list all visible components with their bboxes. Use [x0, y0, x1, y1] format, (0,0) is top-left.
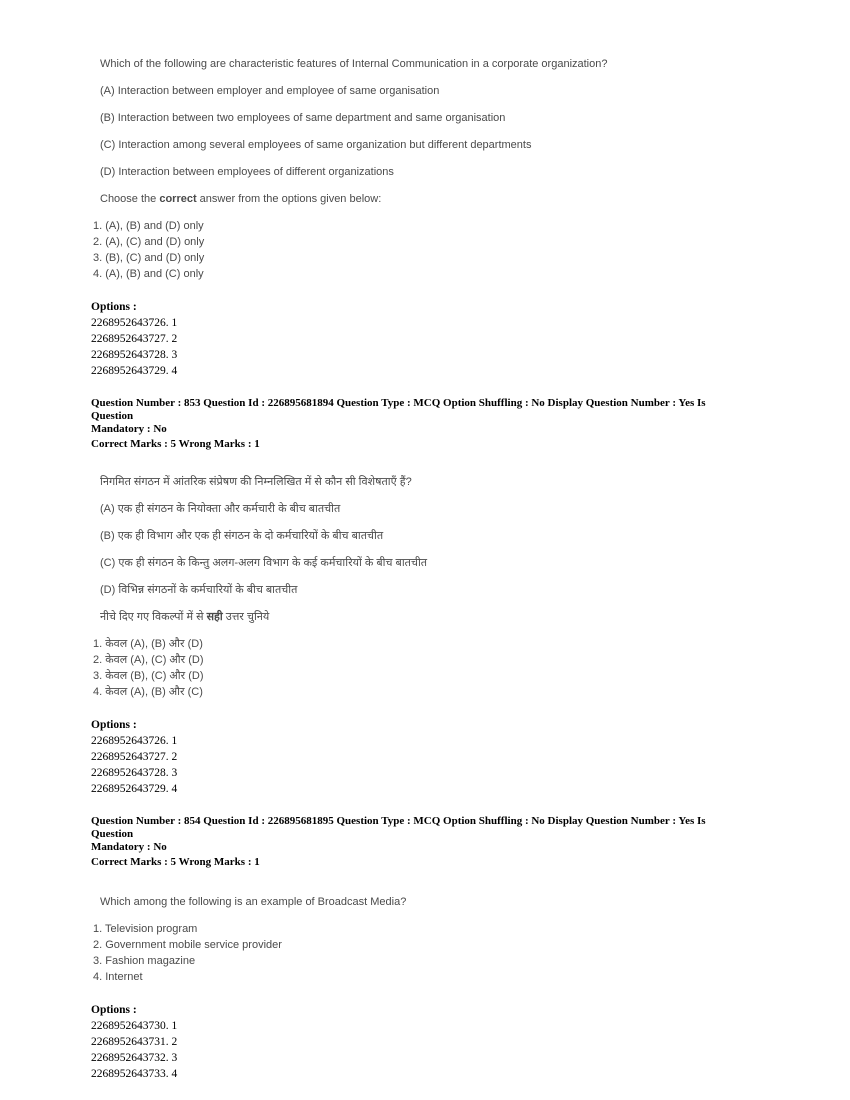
choose-prefix: Choose the: [100, 193, 160, 205]
meta-line-1: Question Number : 854 Question Id : 226895681895 Question Type : MCQ Option Shuffling : No Display Question Number : Yes Is Question: [91, 815, 706, 840]
option-id-row: 2268952643729. 4: [91, 783, 178, 795]
option-id-row: 2268952643728. 3: [91, 349, 178, 361]
options-id-block: [91, 1002, 790, 1082]
question-853-metadata: [91, 397, 746, 451]
option-id-row: 2268952643732. 3: [91, 1052, 178, 1064]
choice-3: 3. (B), (C) and (D) only: [93, 252, 205, 264]
meta-line-2: Mandatory : No: [91, 423, 167, 435]
statement-b: (B) Interaction between two employees of same department and same organisation: [100, 112, 506, 124]
choice-2: 2. केवल (A), (C) और (D): [93, 654, 204, 666]
choice-4: 4. केवल (A), (B) और (C): [93, 686, 203, 698]
option-id-row: 2268952643727. 2: [91, 333, 178, 345]
choice-list: [93, 921, 790, 985]
statement-c: (C) Interaction among several employees of same organization but different departments: [100, 139, 532, 151]
option-id-row: 2268952643728. 3: [91, 767, 178, 779]
meta-marks-line: Correct Marks : 5 Wrong Marks : 1: [91, 856, 260, 868]
question-text: Which among the following is an example of Broadcast Media?: [100, 896, 407, 908]
statement-b-hindi: (B) एक ही विभाग और एक ही संगठन के दो कर्मचारियों के बीच बातचीत: [100, 530, 384, 542]
option-id-row: 2268952643731. 2: [91, 1036, 178, 1048]
choose-suffix: answer from the options given below:: [196, 193, 382, 205]
question-text: Which of the following are characteristic features of Internal Communication in a corporate organization?: [100, 58, 608, 70]
choice-1: 1. केवल (A), (B) और (D): [93, 638, 203, 650]
option-id-row: 2268952643729. 4: [91, 365, 178, 377]
option-id-row: 2268952643726. 1: [91, 735, 178, 747]
choice-2: 2. (A), (C) and (D) only: [93, 236, 205, 248]
question-853-hindi: [91, 474, 790, 797]
question-text-hindi: निगमित संगठन में आंतरिक संप्रेषण की निम्नलिखित में से कौन सी विशेषताएँ हैं?: [100, 476, 412, 488]
options-heading: Options :: [91, 719, 137, 731]
option-id-row: 2268952643733. 4: [91, 1068, 178, 1080]
choose-prefix: नीचे दिए गए विकल्पों में से: [100, 611, 207, 623]
option-id-row: 2268952643727. 2: [91, 751, 178, 763]
options-heading: Options :: [91, 1004, 137, 1016]
statement-d: (D) Interaction between employees of different organizations: [100, 166, 394, 178]
choose-instruction: [100, 191, 790, 207]
meta-line-1: Question Number : 853 Question Id : 226895681894 Question Type : MCQ Option Shuffling : No Display Question Number : Yes Is Question: [91, 397, 706, 422]
choice-list: [93, 218, 790, 282]
options-id-block: [91, 299, 790, 379]
choose-bold-word: सही: [206, 611, 223, 623]
statement-a-hindi: (A) एक ही संगठन के नियोक्ता और कर्मचारी के बीच बातचीत: [100, 503, 341, 515]
choice-3: 3. Fashion magazine: [93, 955, 196, 967]
question-853-english: [91, 56, 790, 379]
option-id-row: 2268952643726. 1: [91, 317, 178, 329]
option-id-row: 2268952643730. 1: [91, 1020, 178, 1032]
question-854-metadata: [91, 815, 746, 869]
choice-3: 3. केवल (B), (C) और (D): [93, 670, 204, 682]
question-854-english: [91, 894, 790, 1082]
statement-d-hindi: (D) विभिन्न संगठनों के कर्मचारियों के बीच बातचीत: [100, 584, 298, 596]
choice-1: 1. Television program: [93, 923, 198, 935]
choose-suffix: उत्तर चुनिये: [222, 611, 270, 623]
choose-bold-word: correct: [159, 193, 197, 205]
choice-4: 4. (A), (B) and (C) only: [93, 268, 204, 280]
choose-instruction-hindi: [100, 609, 790, 625]
statement-c-hindi: (C) एक ही संगठन के किन्तु अलग-अलग विभाग के कई कर्मचारियों के बीच बातचीत: [100, 557, 428, 569]
options-heading: Options :: [91, 301, 137, 313]
options-id-block: [91, 717, 790, 797]
choice-list-hindi: [93, 636, 790, 700]
choice-4: 4. Internet: [93, 971, 143, 983]
meta-marks-line: Correct Marks : 5 Wrong Marks : 1: [91, 438, 260, 450]
choice-1: 1. (A), (B) and (D) only: [93, 220, 204, 232]
meta-line-2: Mandatory : No: [91, 841, 167, 853]
choice-2: 2. Government mobile service provider: [93, 939, 282, 951]
statement-a: (A) Interaction between employer and employee of same organisation: [100, 85, 440, 97]
